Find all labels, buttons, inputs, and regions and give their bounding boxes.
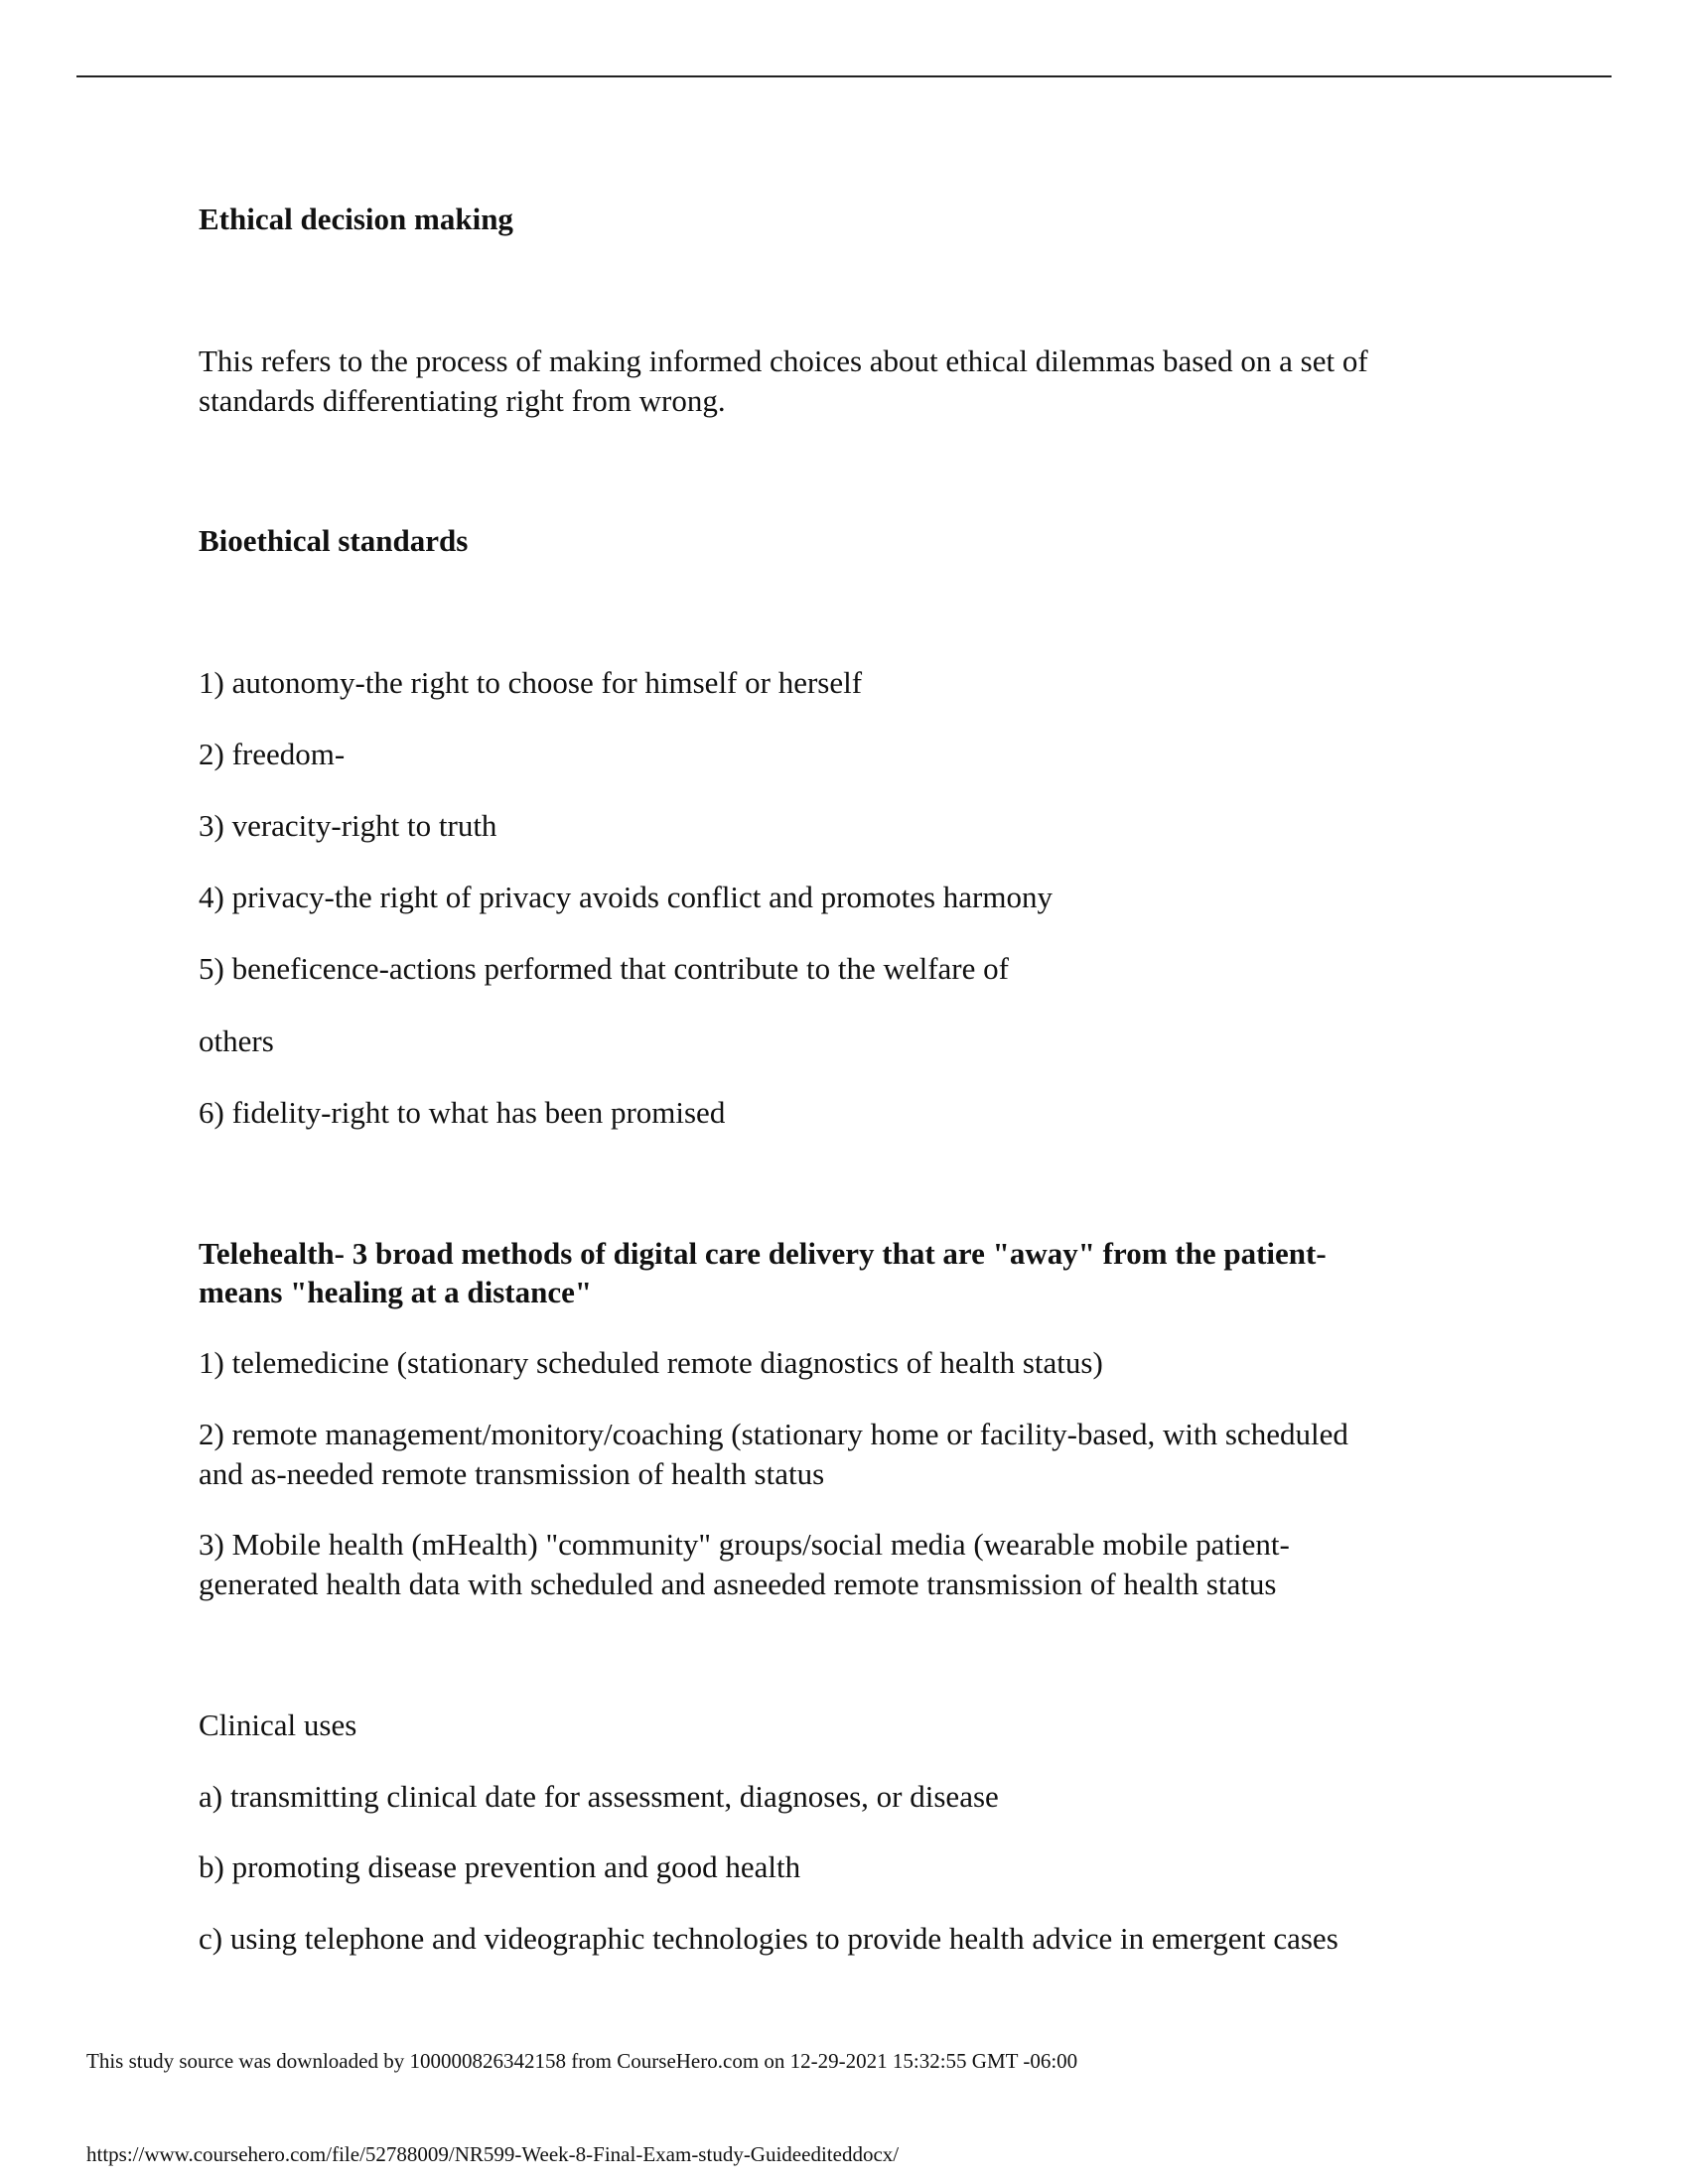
bioethical-item-beneficence: 5) beneficence-actions performed that contribute to the welfare of [199,951,1009,986]
bioethical-item-fidelity: 6) fidelity-right to what has been promised [199,1095,726,1130]
bioethical-item-beneficence-cont: others [199,1024,274,1058]
heading-ethical-decision-making: Ethical decision making [199,202,513,236]
clinical-item-a: a) transmitting clinical date for assessment, diagnoses, or disease [199,1779,999,1814]
footer-url: https://www.coursehero.com/file/52788009/NR599-Week-8-Final-Exam-study-Guideediteddocx/ [86,2142,900,2166]
bioethical-item-autonomy: 1) autonomy-the right to choose for himself or herself [199,665,863,700]
telehealth-item-mhealth-line-2: generated health data with scheduled and asneeded remote transmission of health status [199,1567,1277,1601]
telehealth-item-telemedicine: 1) telemedicine (stationary scheduled remote diagnostics of health status) [199,1345,1103,1380]
telehealth-item-remote-line-1: 2) remote management/monitory/coaching (stationary home or facility-based, with scheduled [199,1417,1348,1451]
heading-telehealth-line-1: Telehealth- 3 broad methods of digital care delivery that are "away" from the patient- [199,1236,1327,1271]
telehealth-item-remote-line-2: and as-needed remote transmission of health status [199,1456,825,1491]
clinical-item-c: c) using telephone and videographic technologies to provide health advice in emergent cases [199,1921,1338,1956]
top-divider [76,75,1612,77]
bioethical-item-veracity: 3) veracity-right to truth [199,808,497,843]
telehealth-item-mhealth-line-1: 3) Mobile health (mHealth) "community" groups/social media (wearable mobile patient- [199,1527,1290,1562]
heading-telehealth-line-2: means "healing at a distance" [199,1275,593,1309]
bioethical-item-freedom: 2) freedom- [199,737,346,771]
bioethical-item-privacy: 4) privacy-the right of privacy avoids conflict and promotes harmony [199,880,1053,914]
clinical-item-b: b) promoting disease prevention and good health [199,1849,801,1884]
ethical-definition-line-2: standards differentiating right from wrong. [199,383,726,418]
ethical-definition-line-1: This refers to the process of making informed choices about ethical dilemmas based on a set of [199,343,1368,378]
heading-clinical-uses: Clinical uses [199,1707,357,1742]
footer-source-notice: This study source was downloaded by 100000826342158 from CourseHero.com on 12-29-2021 15:32:55 GMT -06:00 [86,2049,1078,2073]
heading-bioethical-standards: Bioethical standards [199,523,469,558]
